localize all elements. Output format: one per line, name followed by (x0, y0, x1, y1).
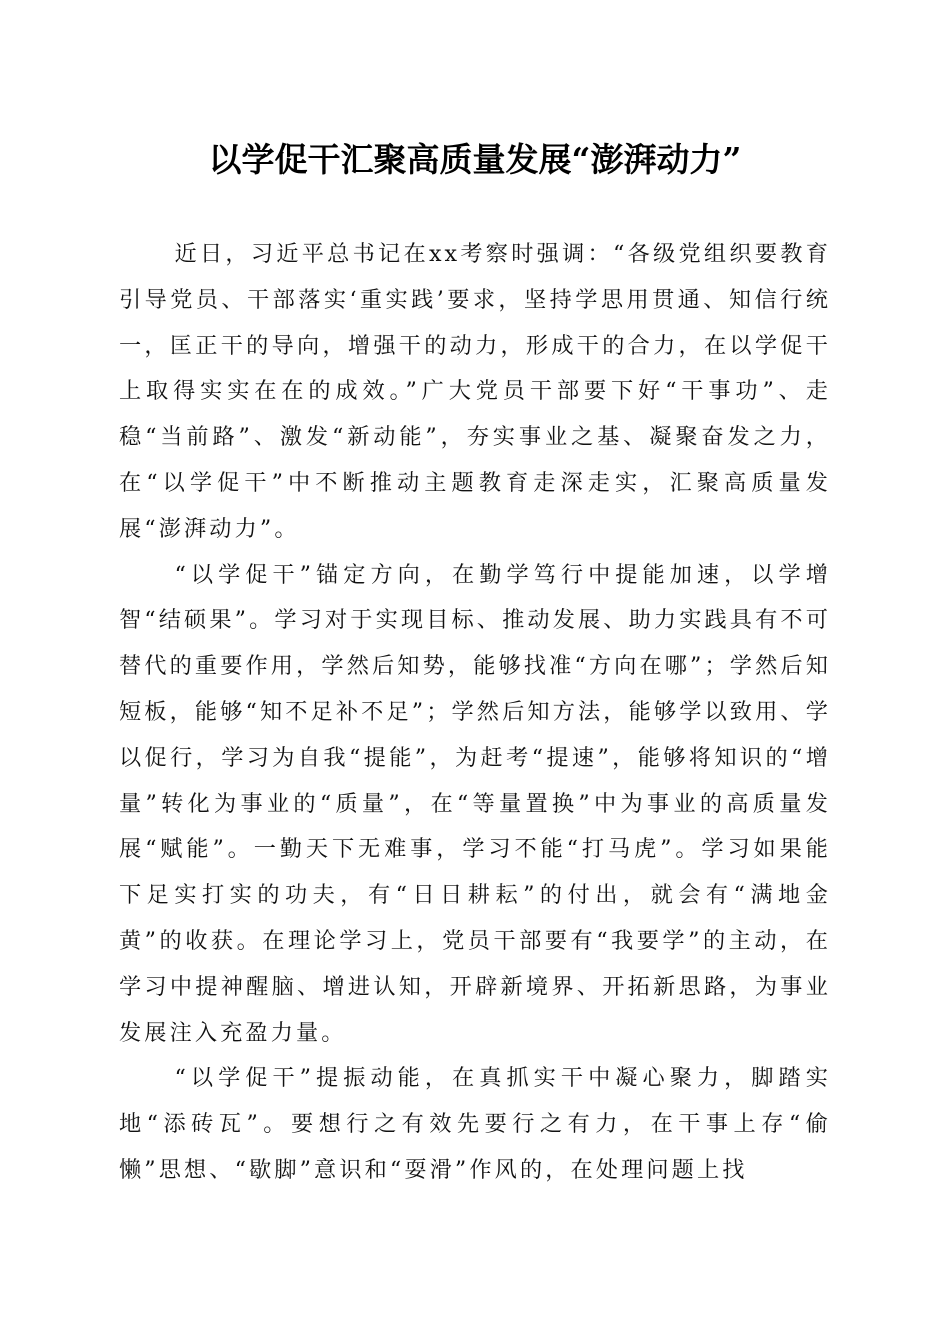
paragraph-2: “以学促干”锚定方向，在勤学笃行中提能加速，以学增智“结硕果”。学习对于实现目标、推动发展、助力实践具有不可替代的重要作用，学然后知势，能够找准“方向在哪”；学然后知短板，能够“知不足补不足”；学然后知方法，能够学以致用、学以促行，学习为自我“提能”，为赶考“提速”，能够将知识的“增量”转化为事业的“质量”，在“等量置换”中为事业的高质量发展“赋能”。一勤天下无难事，学习不能“打马虎”。学习如果能下足实打实的功夫，有“日日耕耘”的付出，就会有“满地金黄”的收获。在理论学习上，党员干部要有“我要学”的主动，在学习中提神醒脑、增进认知，开辟新境界、开拓新思路，为事业发展注入充盈力量。 (119, 561, 831, 1046)
paragraph-1: 近日，习近平总书记在xx考察时强调：“各级党组织要教育引导党员、干部落实‘重实践’要求，坚持学思用贯通、知信行统一，匡正干的导向，增强干的动力，形成干的合力，在以学促干上取得实实在在的成效。”广大党员干部要下好“干事功”、走稳“当前路”、激发“新动能”，夯实事业之基、凝聚奋发之力，在“以学促干”中不断推动主题教育走深走实，汇聚高质量发展“澎湃动力”。 (119, 241, 831, 542)
document-title: 以学促干汇聚高质量发展“澎湃动力” (208, 140, 742, 179)
paragraph-3: “以学促干”提振动能，在真抓实干中凝心聚力，脚踏实地“添砖瓦”。要想行之有效先要行之有力，在干事上存“偷懒”思想、“歇脚”意识和“耍滑”作风的，在处理问题上找 (119, 1065, 831, 1183)
document-body (119, 232, 831, 1194)
